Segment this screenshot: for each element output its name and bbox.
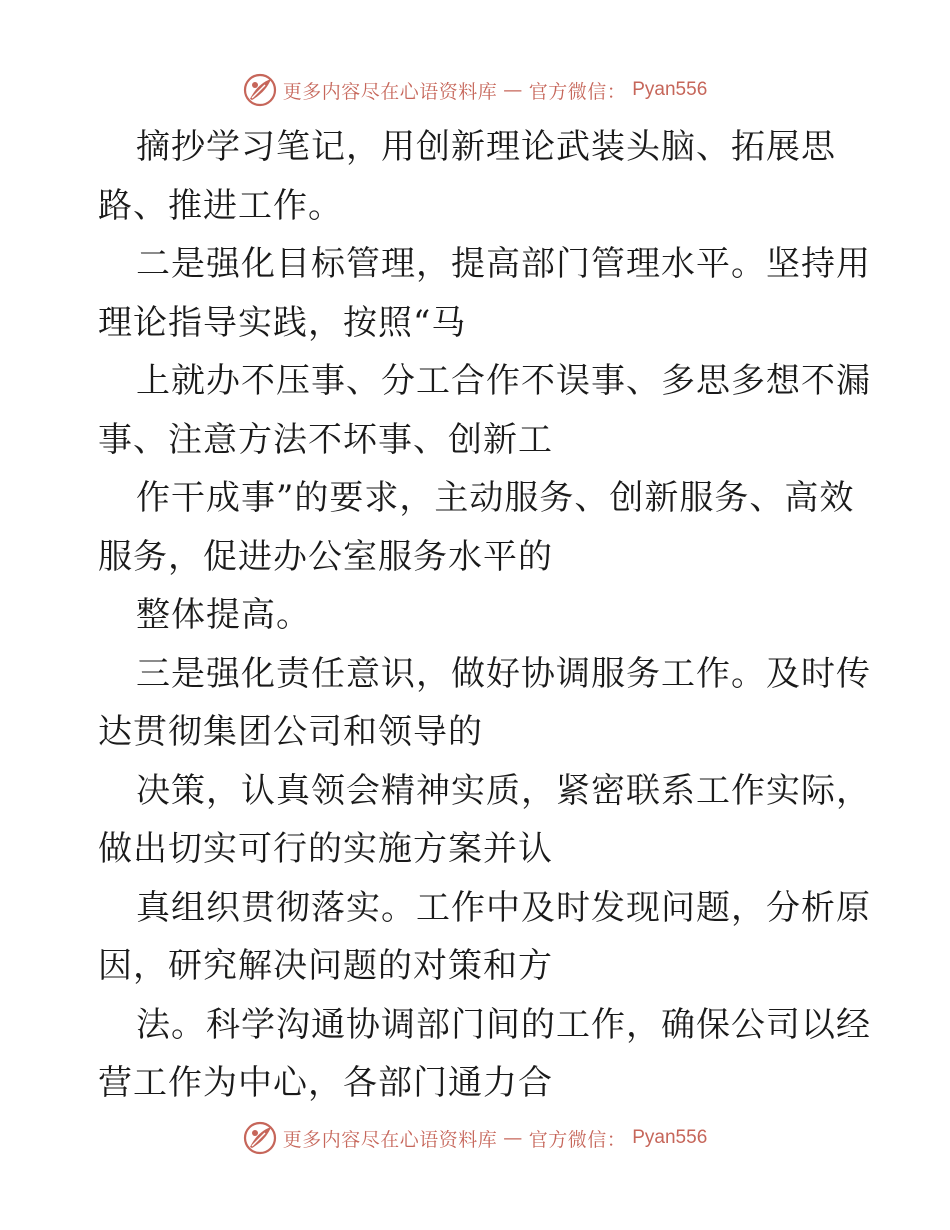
watermark-dash: — bbox=[503, 79, 523, 101]
watermark-site-text: 更多内容尽在心语资料库 bbox=[282, 1128, 498, 1151]
feather-pen-logo-icon bbox=[243, 73, 277, 107]
watermark-banner bbox=[243, 1121, 708, 1155]
body-line: 因，研究解决问题的对策和方 bbox=[98, 946, 553, 986]
body-line: 真组织贯彻落实。工作中及时发现问题，分析原 bbox=[136, 887, 871, 928]
body-line: 决策，认真领会精神实质，紧密联系工作实际， bbox=[136, 770, 871, 811]
body-line: 整体提高。 bbox=[136, 595, 311, 635]
header-watermark bbox=[0, 70, 950, 110]
body-line: 事、注意方法不坏事、创新工 bbox=[98, 419, 553, 460]
watermark-banner bbox=[243, 73, 708, 107]
watermark-contact-label: 官方微信： bbox=[528, 1128, 627, 1151]
watermark-contact-label: 官方微信： bbox=[528, 80, 627, 103]
watermark-wechat-id: Pyan556 bbox=[632, 1127, 708, 1148]
body-line: 理论指导实践，按照“马 bbox=[98, 302, 467, 343]
body-line: 三是强化责任意识，做好协调服务工作。及时传 bbox=[136, 653, 871, 694]
document-body bbox=[98, 118, 871, 1113]
body-line: 达贯彻集团公司和领导的 bbox=[98, 712, 483, 752]
body-line: 路、推进工作。 bbox=[98, 185, 343, 226]
body-line: 做出切实可行的实施方案并认 bbox=[98, 829, 553, 869]
feather-pen-logo-icon bbox=[243, 1121, 277, 1155]
body-line: 上就办不压事、分工合作不误事、多思多想不漏 bbox=[136, 361, 871, 401]
watermark-site-text: 更多内容尽在心语资料库 bbox=[282, 80, 498, 103]
body-line: 法。科学沟通协调部门间的工作，确保公司以经 bbox=[136, 1004, 871, 1045]
body-line: 二是强化目标管理，提高部门管理水平。坚持用 bbox=[136, 244, 871, 284]
body-line: 作干成事”的要求，主动服务、创新服务、高效 bbox=[136, 478, 855, 518]
watermark-wechat-id: Pyan556 bbox=[632, 79, 708, 100]
watermark-dash: — bbox=[503, 1127, 523, 1149]
body-line: 服务，促进办公室服务水平的 bbox=[98, 536, 553, 577]
body-line: 摘抄学习笔记，用创新理论武装头脑、拓展思 bbox=[136, 127, 836, 167]
body-line: 营工作为中心，各部门通力合 bbox=[98, 1063, 553, 1103]
footer-watermark bbox=[0, 1118, 950, 1158]
